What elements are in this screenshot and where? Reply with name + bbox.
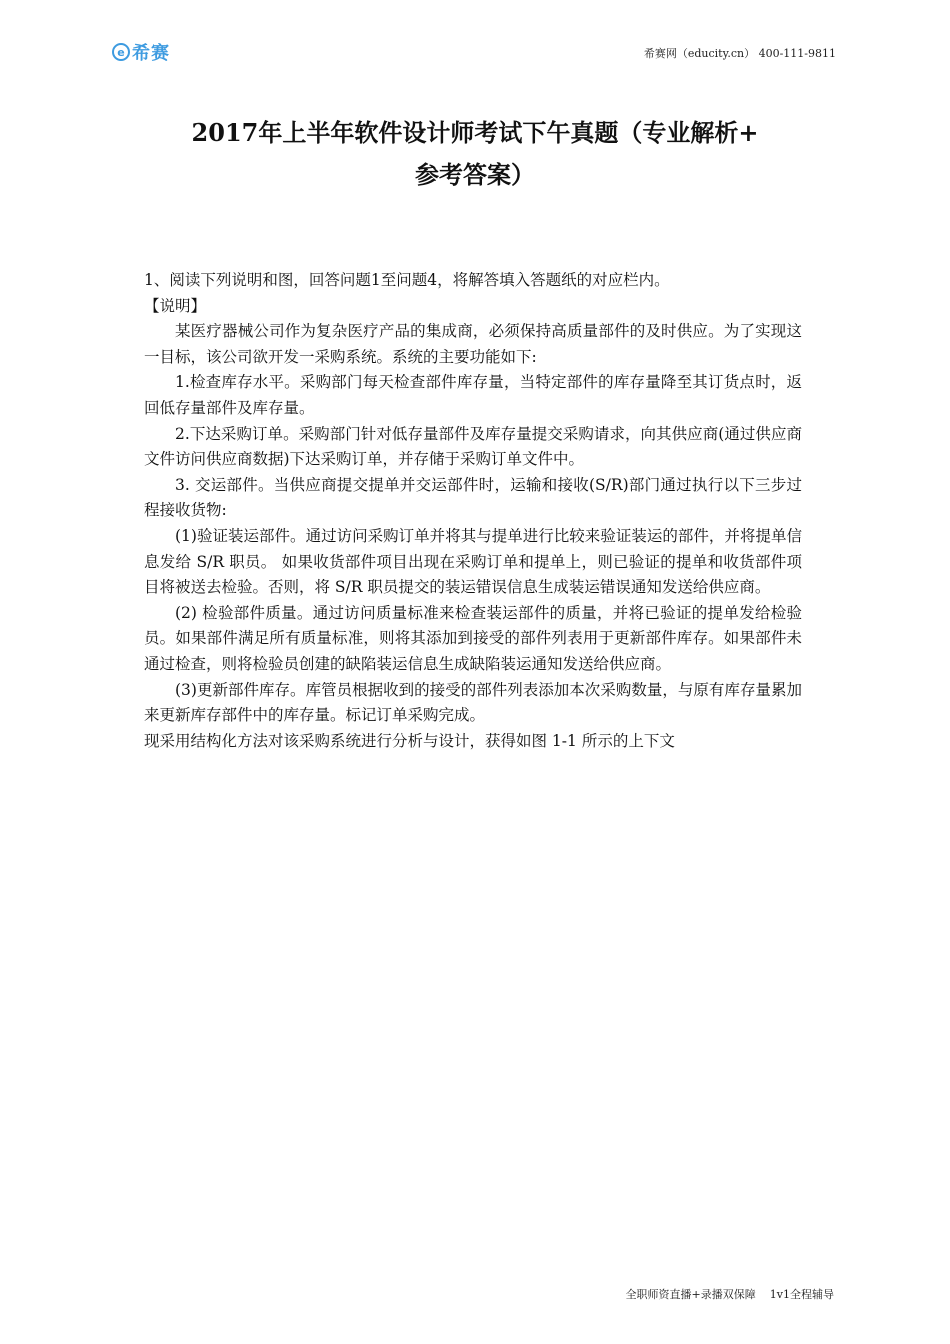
paragraph-5: (1)验证装运部件。通过访问采购订单并将其与提单进行比较来验证装运的部件，并将提单信息发给 S/R 职员。 如果收货部件项目出现在采购订单和提单上，则已验证的提单和收货部件项目将被送去检验。否则，将 S/R 职员提交的装运错误信息生成装运错误通知发送给供应商。	[144, 526, 802, 597]
page-title	[120, 112, 830, 196]
paragraph-1: 某医疗器械公司作为复杂医疗产品的集成商，必须保持高质量部件的及时供应。为了实现这一目标，该公司欲开发一采购系统。系统的主要功能如下:	[144, 322, 802, 366]
logo-text: 希赛	[132, 43, 170, 64]
document-body	[144, 268, 802, 754]
footer-right: 1v1全程辅导	[769, 1288, 834, 1301]
logo	[112, 40, 170, 64]
title-line-2: 参考答案）	[415, 160, 535, 189]
paragraph-2: 1.检查库存水平。采购部门每天检查部件库存量，当特定部件的库存量降至其订货点时，返回低存量部件及库存量。	[144, 373, 802, 417]
section-heading: 【说明】	[144, 296, 207, 315]
title-line-1: 2017年上半年软件设计师考试下午真题（专业解析+	[191, 118, 759, 147]
question-intro: 1、阅读下列说明和图，回答问题1至问题4，将解答填入答题纸的对应栏内。	[144, 271, 670, 289]
paragraph-4: 3. 交运部件。当供应商提交提单并交运部件时，运输和接收(S/R)部门通过执行以下三步过程接收货物:	[144, 475, 802, 520]
logo-mark-icon: e	[112, 43, 130, 61]
footer-left: 全职师资直播+录播双保障	[625, 1288, 756, 1301]
paragraph-6: (2) 检验部件质量。通过访问质量标准来检查装运部件的质量，并将已验证的提单发给检验员。如果部件满足所有质量标准，则将其添加到接受的部件列表用于更新部件库存。如果部件未通过检查，则将检验员创建的缺陷装运信息生成缺陷装运通知发送给供应商。	[144, 603, 802, 673]
paragraph-8: 现采用结构化方法对该采购系统进行分析与设计，获得如图 1-1 所示的上下文	[144, 731, 675, 750]
footer	[626, 1286, 834, 1302]
header-contact: 希赛网（educity.cn） 400-111-9811	[643, 47, 836, 60]
paragraph-7: (3)更新部件库存。库管员根据收到的接受的部件列表添加本次采购数量，与原有库存量累加来更新库存部件中的库存量。标记订单采购完成。	[144, 680, 802, 725]
paragraph-3: 2.下达采购订单。采购部门针对低存量部件及库存量提交采购请求，向其供应商(通过供应商文件访问供应商数据)下达采购订单，并存储于采购订单文件中。	[144, 424, 802, 469]
